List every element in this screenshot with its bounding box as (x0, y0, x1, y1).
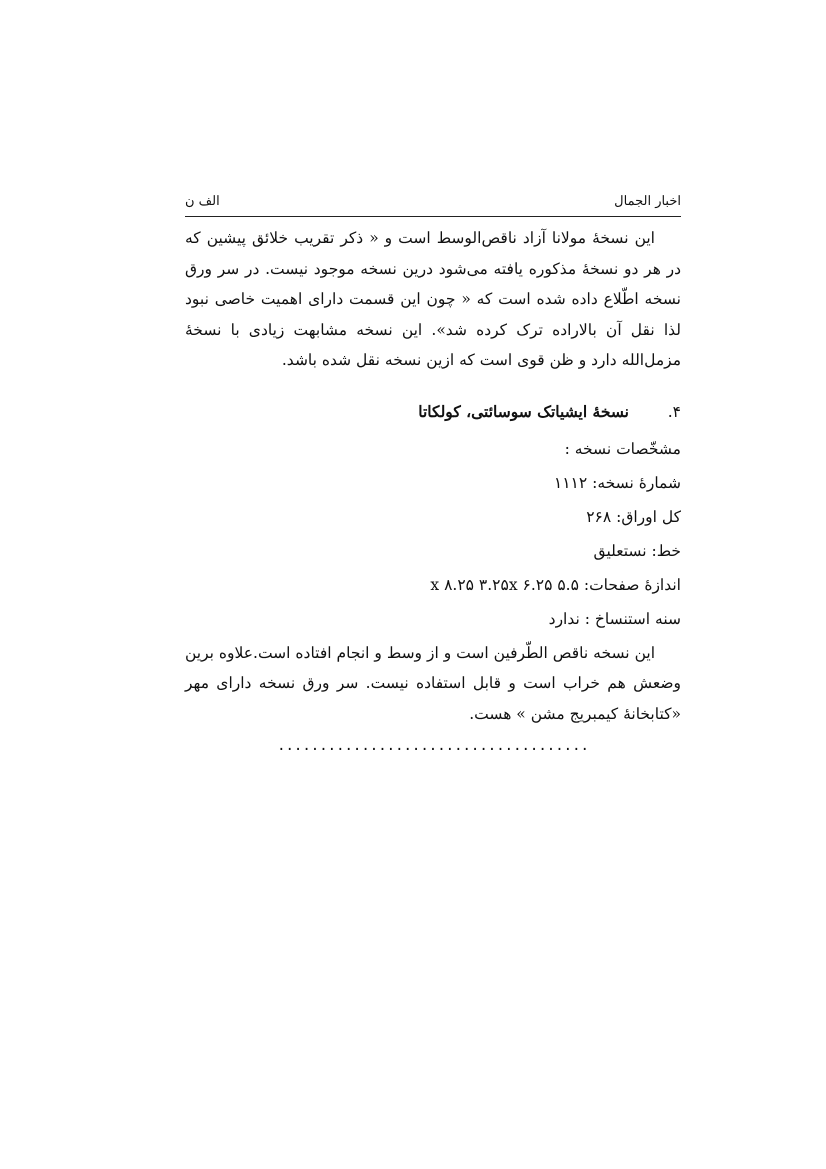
spec-script: خط: نستعلیق (593, 541, 681, 560)
paragraph-asiatic-manuscript: این نسخه ناقص الطّرفین است و از وسط و انجام افتاده است.علاوه برین وضعش هم خراب است و قابل استفاده نیست. سر ورق نسخه دارای مهر «کتابخانهٔ کیمبریج مشن » هست. (185, 643, 681, 723)
paragraph-azad-manuscript: این نسخهٔ مولانا آزاد ناقص‌الوسط است و « ذکر تقریب خلائق پیشین که در هر دو نسخهٔ مذکوره یافته می‌شود درین نسخه موجود نیست. در سر ورق نسخه اطّلاع داده شده است که « چون این قسمت دارای اهمیت خاصی نبود لذا نقل آن بالاراده ترک کرده شد». این نسخه مشابهت زیادی با نسخهٔ مزمل‌الله دارد و ظن قوی است که ازین نسخه نقل شده باشد. (185, 229, 681, 369)
dotted-divider: ..................................... (277, 738, 589, 754)
header-section-title: الف ن (185, 194, 220, 209)
spec-page-size: اندازهٔ صفحات: ۵.۵ x ۸.۲۵ ۳.۲۵x ۶.۲۵ (430, 575, 681, 594)
spec-folio-count: کل اوراق: ۲۶۸ (586, 507, 681, 526)
header-book-title: اخبار الجمال (614, 194, 681, 209)
document-page (185, 190, 681, 753)
spec-manuscript-number: شمارهٔ نسخه: ۱۱۱۲ (553, 473, 681, 492)
section-heading (185, 398, 681, 426)
section-number: ۴. (667, 402, 681, 421)
section-title: نسخهٔ ایشیاتک سوسائتی، کولکاتا (418, 401, 629, 421)
spec-copy-date: سنه استنساخ : ندارد (548, 609, 681, 628)
specs-heading: مشخّصات نسخه : (564, 439, 681, 458)
manuscript-specs (185, 432, 681, 636)
running-header (185, 190, 681, 217)
